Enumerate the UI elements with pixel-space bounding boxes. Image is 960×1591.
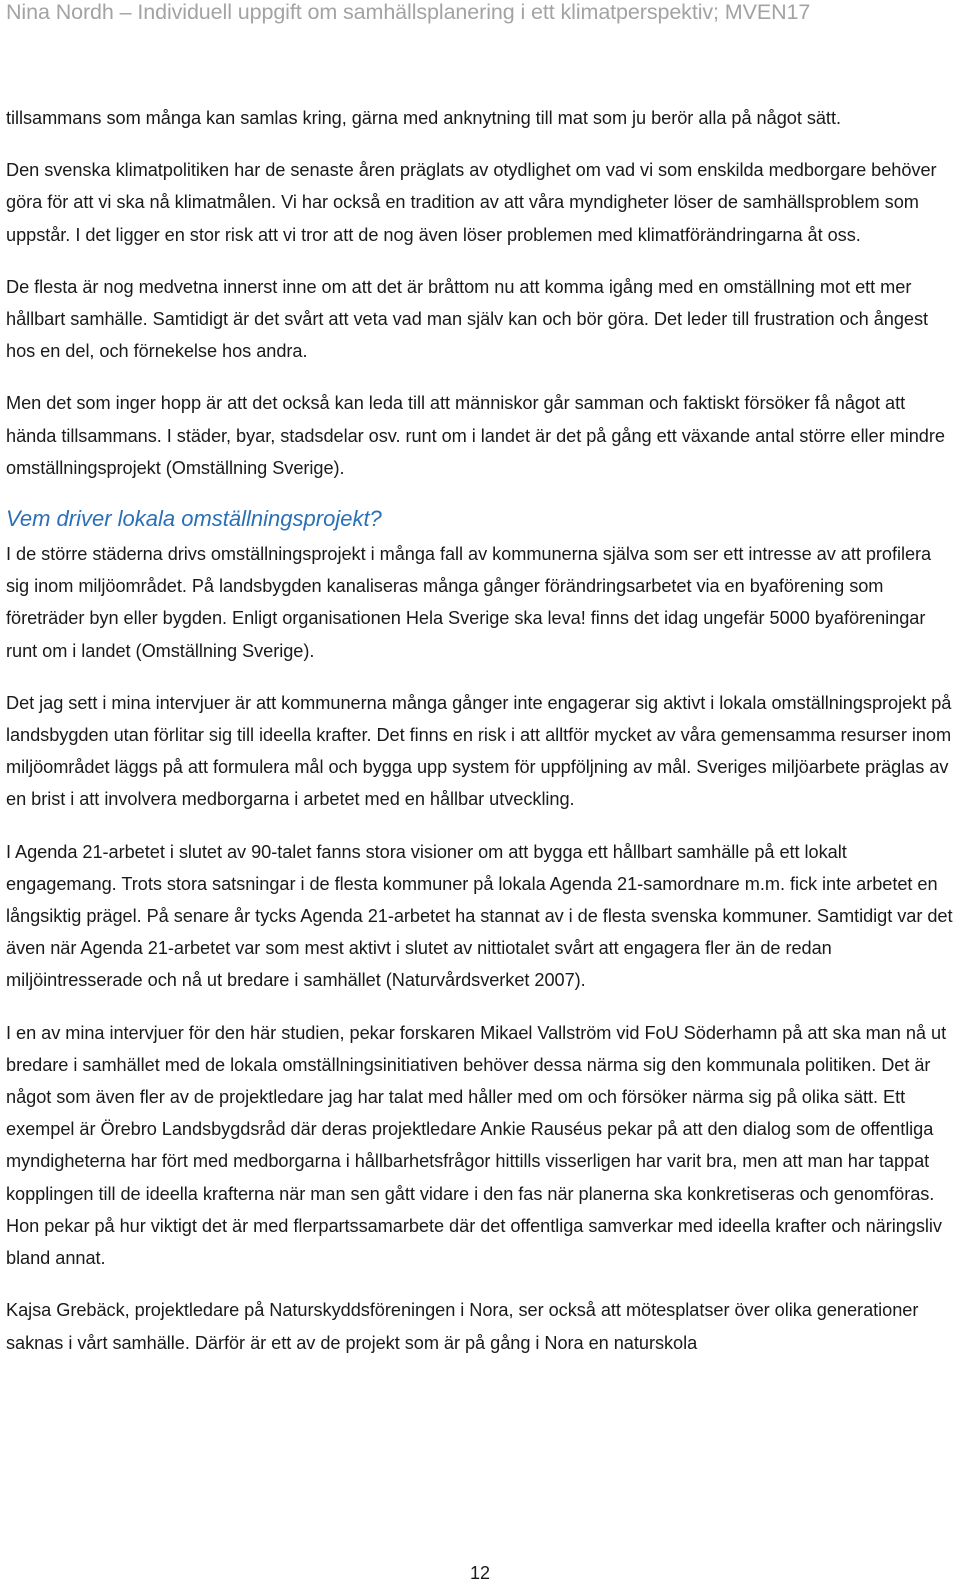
- paragraph-2: Den svenska klimatpolitiken har de senaste åren präglats av otydlighet om vad vi som enskilda medborgare behöver göra för att vi ska nå klimatmålen. Vi har också en tradition av att våra myndigheter löser de samhällsproblem som uppstår. I det ligger en stor risk att vi tror att de nog även löser problemen med klimatförändringarna åt oss.: [6, 160, 937, 245]
- paragraph-1: tillsammans som många kan samlas kring, gärna med anknytning till mat som ju berör alla på något sätt.: [6, 108, 841, 128]
- running-header: Nina Nordh – Individuell uppgift om samhällsplanering i ett klimatperspektiv; MVEN17: [6, 0, 811, 24]
- page-number: 12: [469, 1563, 491, 1583]
- paragraph-7: I Agenda 21-arbetet i slutet av 90-talet fanns stora visioner om att bygga ett hållbart samhälle på ett lokalt engagemang. Trots stora satsningar i de flesta kommuner på lokala Agenda 21-samordnare m.m. fick inte arbetet en långsiktig prägel. På senare år tycks Agenda 21-arbetet ha stannat av i de flesta svenska kommuner. Samtidigt var det även när Agenda 21-arbetet var som mest aktivt i slutet av nittiotalet svårt att engagera fler än de redan miljöintresserade och nå ut bredare i samhället (Naturvårdsverket 2007).: [6, 841, 953, 991]
- paragraph-5: I de större städerna drivs omställningsprojekt i många fall av kommunerna själva som ser ett intresse av att profilera sig inom miljöområdet. På landsbygden kanaliseras många gånger förändringsarbetet via en byaförening som företräder byn eller bygden. Enligt organisationen Hela Sverige ska leva! finns det idag ungefär 5000 byaföreningar runt om i landet (Omställning Sverige).: [6, 544, 932, 661]
- paragraph-6: Det jag sett i mina intervjuer är att kommunerna många gånger inte engagerar sig aktivt i lokala omställningsprojekt på landsbygden utan förlitar sig till ideella krafter. Det finns en risk i att alltför mycket av våra gemensamma resurser inom miljöområdet läggs på att formulera mål och bygga upp system för uppföljning av mål. Sveriges miljöarbete präglas av en brist i att involvera medborgarna i arbetet med en hållbar utveckling.: [6, 692, 952, 810]
- paragraph-9: Kajsa Grebäck, projektledare på Naturskyddsföreningen i Nora, ser också att mötesplatser över olika generationer saknas i vårt samhälle. Därför är ett av de projekt som är på gång i Nora en naturskola: [6, 1300, 919, 1353]
- paragraph-4: Men det som inger hopp är att det också kan leda till att människor går samman och faktiskt försöker få något att hända tillsammans. I städer, byar, stadsdelar osv. runt om i landet är det på gång ett växande antal större eller mindre omställningsprojekt (Omställning Sverige).: [6, 393, 945, 478]
- section-heading: Vem driver lokala omställningsprojekt?: [6, 506, 382, 532]
- paragraph-3: De flesta är nog medvetna innerst inne om att det är bråttom nu att komma igång med en omställning mot ett mer hållbart samhälle. Samtidigt är det svårt att veta vad man själv kan och bör göra. Det leder till frustration och ångest hos en del, och förnekelse hos andra.: [6, 276, 929, 362]
- document-body: [6, 102, 954, 1379]
- paragraph-8: I en av mina intervjuer för den här studien, pekar forskaren Mikael Vallström vid FoU Söderhamn på att ska man nå ut bredare i samhället med de lokala omställningsinitiativen behöver dessa närma sig den kommunala politiken. Det är något som även fler av de projektledare jag har talat med håller med om och försöker närma sig på olika sätt. Ett exempel är Örebro Landsbygdsråd där deras projektledare Ankie Rauséus pekar på att den dialog som de offentliga myndigheterna har fört med medborgarna i hållbarhetsfrågor hittills visserligen har varit bra, men att man har tappat kopplingen till de ideella krafterna när man sen gått vidare i den fas när planerna ska konkretiseras och genomföras. Hon pekar på hur viktigt det är med flerpartssamarbete där det offentliga samverkar med ideella krafter och näringsliv bland annat.: [6, 1022, 947, 1269]
